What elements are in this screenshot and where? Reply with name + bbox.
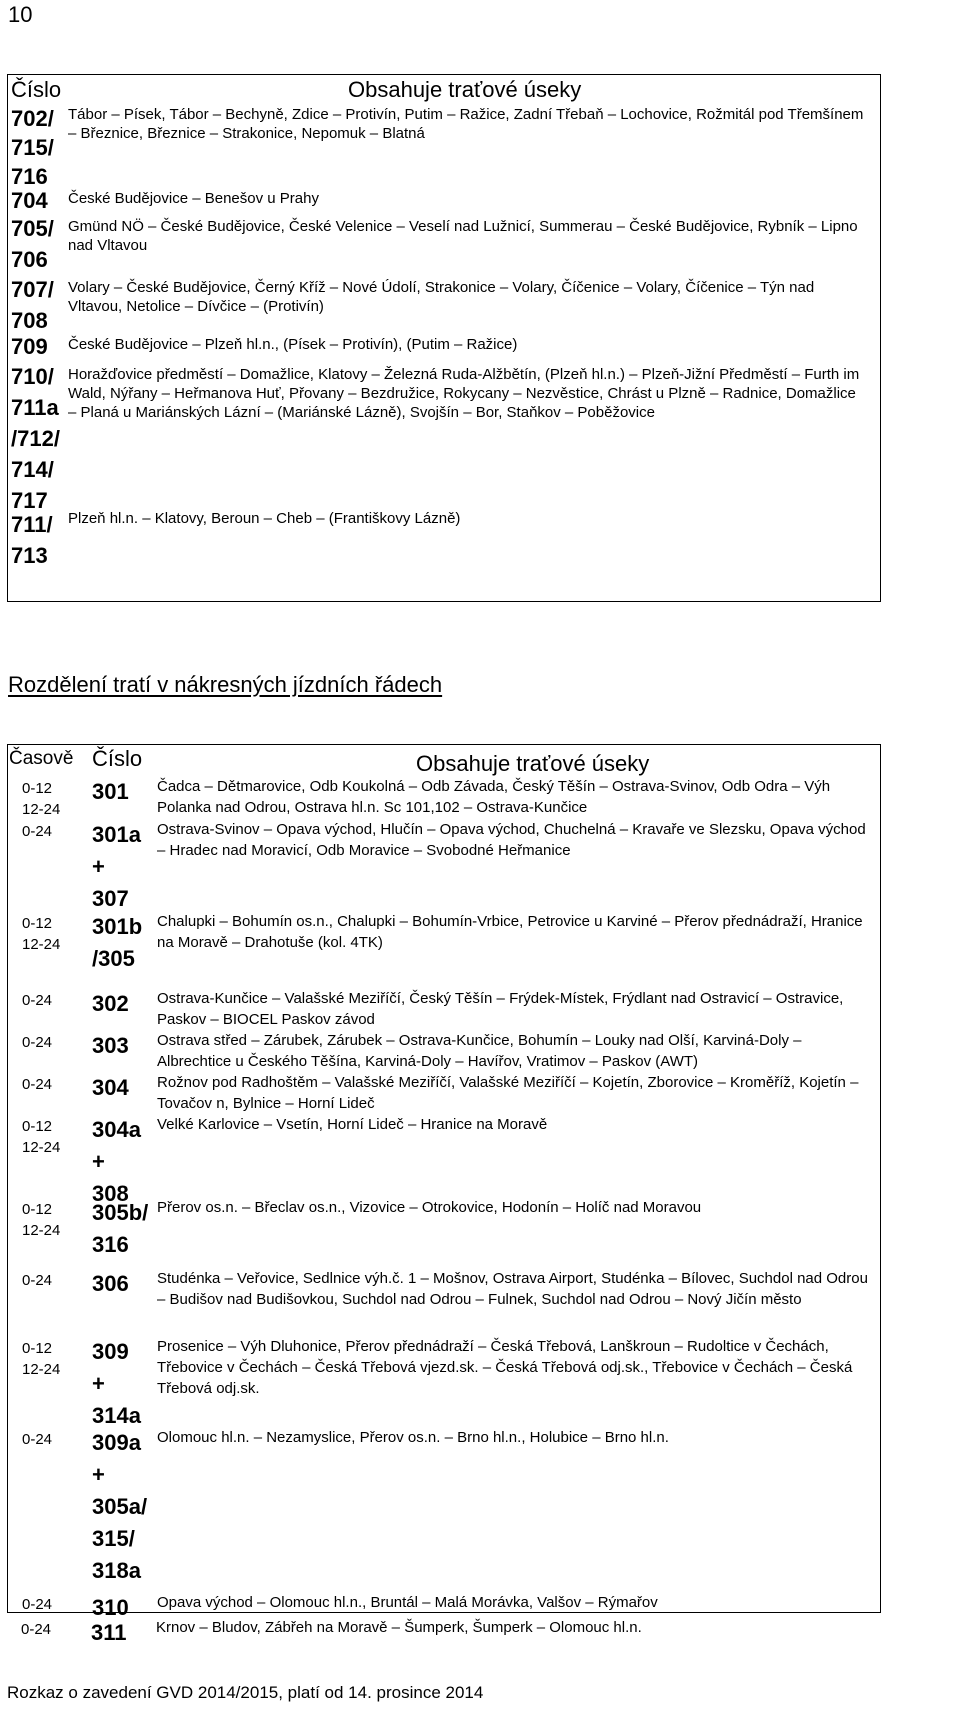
row-number: 306	[92, 1271, 129, 1296]
row-number: 304	[92, 1075, 129, 1100]
row-time: 0-24	[22, 1431, 53, 1448]
row-description: Opava východ – Olomouc hl.n., Bruntál – Malá Morávka, Valšov – Rýmařov	[157, 1594, 658, 1611]
footer-note: Rozkaz o zavedení GVD 2014/2015, platí od 14. prosince 2014	[7, 1683, 484, 1702]
row-time: 0-12 12-24	[22, 1118, 61, 1156]
row-number: 303	[92, 1033, 129, 1058]
row-number: 702/ 715/ 716	[11, 106, 54, 189]
page-number: 10	[8, 2, 33, 27]
row-number: 707/ 708	[11, 277, 54, 333]
column-header-description: Obsahuje traťové úseky	[416, 751, 650, 776]
row-number: 305b/ 316	[92, 1200, 149, 1257]
row-number: 304a + 308	[92, 1117, 141, 1206]
table-row	[7, 1617, 881, 1657]
row-description: České Budějovice – Benešov u Prahy	[68, 190, 319, 207]
row-description: Horažďovice předměstí – Domažlice, Klatovy – Železná Ruda-Alžbětín, (Plzeň hl.n.) – Plzeň-Jižní Předměstí – Furth im Wald, Nýřany – Heřmanova Huť, Přovany – Bezdružice, Rokycany – Nezvěstice, Chrást u Plzně – Radnice, Domažlice – Planá u Mariánských Lázní – (Mariánské Lázně), Svojšín – Bor, Staňkov – Poběžovice	[68, 366, 860, 421]
row-description: Studénka – Veřovice, Sedlnice výh.č. 1 – Mošnov, Ostrava Airport, Studénka – Bílovec, Suchdol nad Odrou – Budišov nad Budišovkou, Suchdol nad Odrou – Fulnek, Suchdol nad Odrou – Nový Jičín město	[157, 1270, 868, 1308]
section-title: Rozdělení tratí v nákresných jízdních řádech	[8, 672, 443, 697]
row-number: 301b /305	[92, 914, 143, 971]
row-time: 0-24	[22, 823, 53, 840]
timetable-split-table	[7, 744, 881, 1620]
row-number: 711/ 713	[11, 512, 53, 568]
row-description: Chalupki – Bohumín os.n., Chalupki – Bohumín-Vrbice, Petrovice u Karviné – Přerov přednádraží, Hranice na Moravě – Drahotuše (kol. 4TK)	[157, 913, 863, 951]
row-time: 0-24	[22, 1076, 53, 1093]
row-description: Plzeň hl.n. – Klatovy, Beroun – Cheb – (Františkovy Lázně)	[68, 510, 461, 527]
row-description: Prosenice – Výh Dluhonice, Přerov přednádraží – Česká Třebová, Lanškroun – Rudoltice v Čechách, Třebovice v Čechách – Česká Třebová vjezd.sk. – Česká Třebová odj.sk., Třebovice v Čechách – Česká Třebová odj.sk.	[157, 1338, 853, 1397]
row-description: Gmünd NÖ – České Budějovice, České Velenice – Veselí nad Lužnicí, Summerau – České Budějovice, Rybník – Lipno nad Vltavou	[68, 218, 858, 254]
row-description: Ostrava střed – Zárubek, Zárubek – Ostrava-Kunčice, Bohumín – Louky nad Olší, Karviná-Doly – Albrechtice u Českého Těšína, Karviná-Doly – Havířov, Vratimov – Paskov (AWT)	[157, 1032, 802, 1070]
row-number: 301	[92, 779, 129, 804]
row-description: České Budějovice – Plzeň hl.n., (Písek – Protivín), (Putim – Ražice)	[68, 336, 518, 353]
row-description: Volary – České Budějovice, Černý Kříž – Nové Údolí, Strakonice – Volary, Číčenice – Volary, Číčenice – Týn nad Vltavou, Netolice – Dívčice – (Protivín)	[68, 279, 815, 315]
row-time: 0-24	[22, 992, 53, 1009]
row-description: Olomouc hl.n. – Nezamyslice, Přerov os.n. – Brno hl.n., Holubice – Brno hl.n.	[157, 1429, 669, 1446]
row-number: 311	[91, 1620, 127, 1645]
row-description: Velké Karlovice – Vsetín, Horní Lideč – Hranice na Moravě	[157, 1116, 548, 1133]
row-description: Rožnov pod Radhoštěm – Valašské Meziříčí, Valašské Meziříčí – Kojetín, Zborovice – Kroměříž, Kojetín – Tovačov n, Bylnice – Horní Lideč	[157, 1074, 859, 1112]
row-number: 710/ 711a /712/ 714/ 717	[11, 364, 60, 513]
row-number: 301a + 307	[92, 822, 141, 911]
row-description: Ostrava-Kunčice – Valašské Meziříčí, Český Těšín – Frýdek-Místek, Frýdlant nad Ostravicí – Ostravice, Paskov – BIOCEL Paskov závod	[157, 990, 844, 1028]
row-time: 0-24	[22, 1034, 53, 1051]
row-number: 709	[11, 334, 48, 359]
row-description: Ostrava-Svinov – Opava východ, Hlučín – Opava východ, Chuchelná – Kravaře ve Slezsku, Opava východ – Hradec nad Moravicí, Odb Moravice – Svobodné Heřmanice	[157, 821, 866, 859]
column-header-number: Číslo	[11, 77, 62, 102]
row-time: 0-24	[22, 1272, 53, 1289]
row-description: Tábor – Písek, Tábor – Bechyně, Zdice – Protivín, Putim – Ražice, Zadní Třebaň – Lochovice, Rožmitál pod Třemšínem – Březnice, Březnice – Strakonice, Nepomuk – Blatná	[68, 106, 864, 142]
track-sections-table	[7, 74, 881, 602]
row-time: 0-12 12-24	[22, 1340, 61, 1378]
column-header-time: Časově	[9, 748, 74, 769]
row-description: Přerov os.n. – Břeclav os.n., Vizovice – Otrokovice, Hodonín – Holíč nad Moravou	[157, 1199, 702, 1216]
row-time: 0-12 12-24	[22, 780, 61, 818]
row-number: 705/ 706	[11, 216, 54, 272]
row-number: 309 + 314a	[92, 1339, 141, 1428]
column-header-description: Obsahuje traťové úseky	[348, 77, 582, 102]
row-description: Čadca – Dětmarovice, Odb Koukolná – Odb Závada, Český Těšín – Ostrava-Svinov, Odb Odra – Výh Polanka nad Odrou, Ostrava hl.n. Sc 101,102 – Ostrava-Kunčice	[157, 778, 831, 816]
row-description: Krnov – Bludov, Zábřeh na Moravě – Šumperk, Šumperk – Olomouc hl.n.	[156, 1619, 642, 1636]
column-header-number: Číslo	[92, 746, 143, 771]
row-number: 310	[92, 1595, 129, 1620]
row-time: 0-24	[22, 1596, 53, 1613]
row-number: 302	[92, 991, 129, 1016]
row-number: 704	[11, 188, 48, 213]
row-time: 0-12 12-24	[22, 1201, 61, 1239]
row-number: 309a + 305a/ 315/ 318a	[92, 1430, 148, 1583]
row-time: 0-24	[21, 1621, 52, 1638]
row-time: 0-12 12-24	[22, 915, 61, 953]
